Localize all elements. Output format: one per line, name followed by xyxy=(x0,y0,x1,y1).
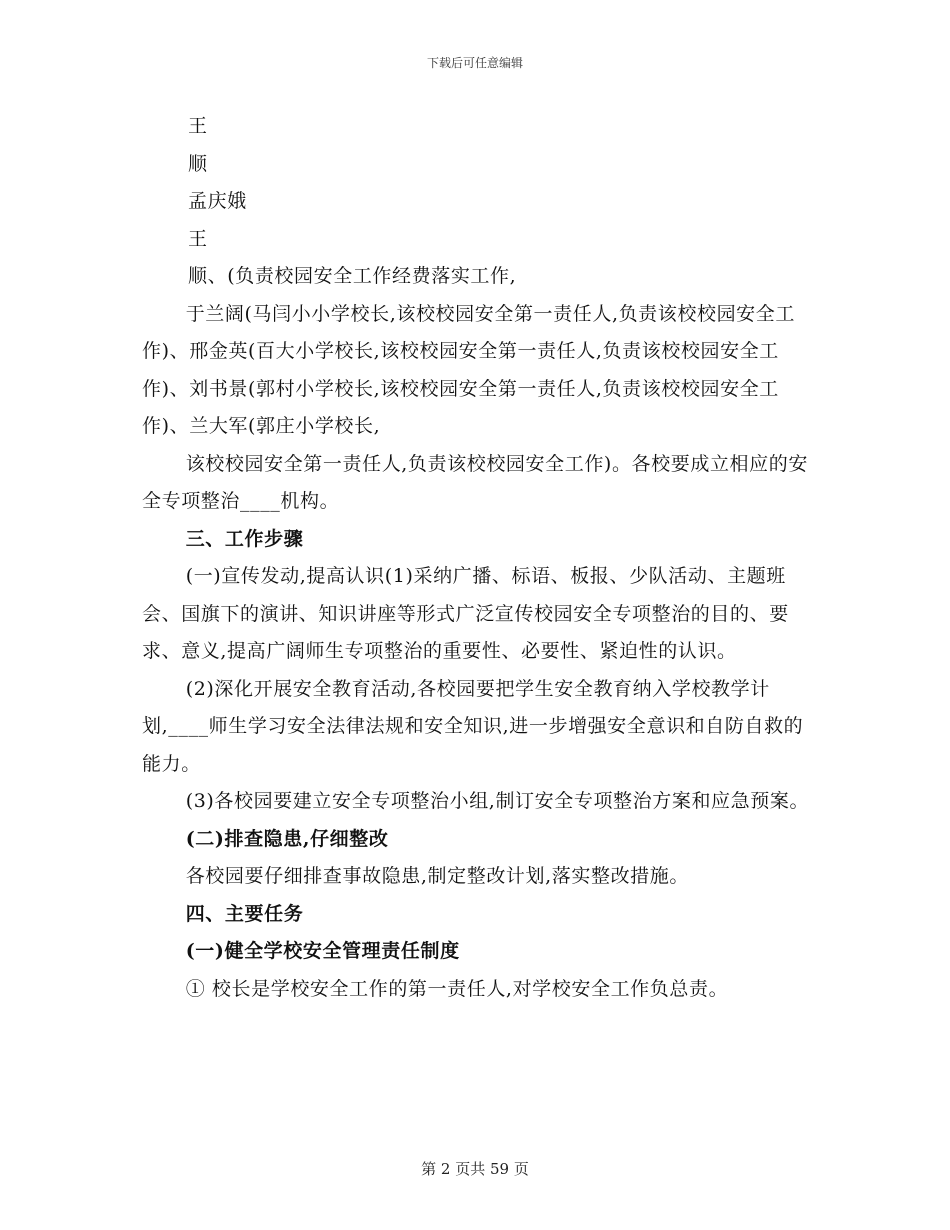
section-heading: 三、工作步骤 xyxy=(185,527,304,550)
subsection-heading: (二)排查隐患,仔细整改 xyxy=(185,827,389,850)
paragraph: 各校园要仔细排查事故隐患,制定整改计划,落实整改措施。 xyxy=(185,865,689,887)
paragraph: 顺 xyxy=(188,152,208,175)
section-heading: 四、主要任务 xyxy=(185,902,304,925)
paragraph: (3)各校园要建立安全专项整治小组,制订安全专项整治方案和应急预案。 xyxy=(185,790,810,812)
paragraph: (一)宣传发动,提高认识(1)采纳广播、标语、板报、少队活动、主题班会、国旗下的演讲、知识讲座等形式广泛宣传校园安全专项整治的目的、要求、意义,提高广阔师生专项整治的重要性、必要性、紧迫性的认识。 xyxy=(142,565,789,662)
document-body xyxy=(142,108,810,1008)
page-header: 下载后可任意编辑 xyxy=(426,56,523,70)
paragraph: (2)深化开展安全教育活动,各校园要把学生安全教育纳入学校教学计划,____师生学习安全法律法规和安全知识,进一步增强安全意识和自防自救的能力。 xyxy=(142,677,804,775)
paragraph: 王 xyxy=(188,227,208,250)
subsection-heading: (一)健全学校安全管理责任制度 xyxy=(185,940,460,962)
page-footer: 第 2 页共 59 页 xyxy=(421,1160,529,1178)
paragraph: 顺、(负责校园安全工作经费落实工作, xyxy=(188,265,517,287)
paragraph: ① 校长是学校安全工作的第一责任人,对学校安全工作负总责。 xyxy=(185,977,729,1000)
paragraph: 于兰阔(马闫小小学校长,该校校园安全第一责任人,负责该校校园安全工作)、邢金英(百大小学校长,该校校园安全第一责任人,负责该校校园安全工作)、刘书景(郭村小学校长,该校校园安全第一责任人,负责该校校园安全工作)、兰大军(郭庄小学校长, xyxy=(142,302,795,437)
paragraph: 王 xyxy=(188,115,208,137)
paragraph: 孟庆娥 xyxy=(188,190,247,212)
paragraph: 该校校园安全第一责任人,负责该校校园安全工作)。各校要成立相应的安全专项整治____机构。 xyxy=(142,452,808,512)
